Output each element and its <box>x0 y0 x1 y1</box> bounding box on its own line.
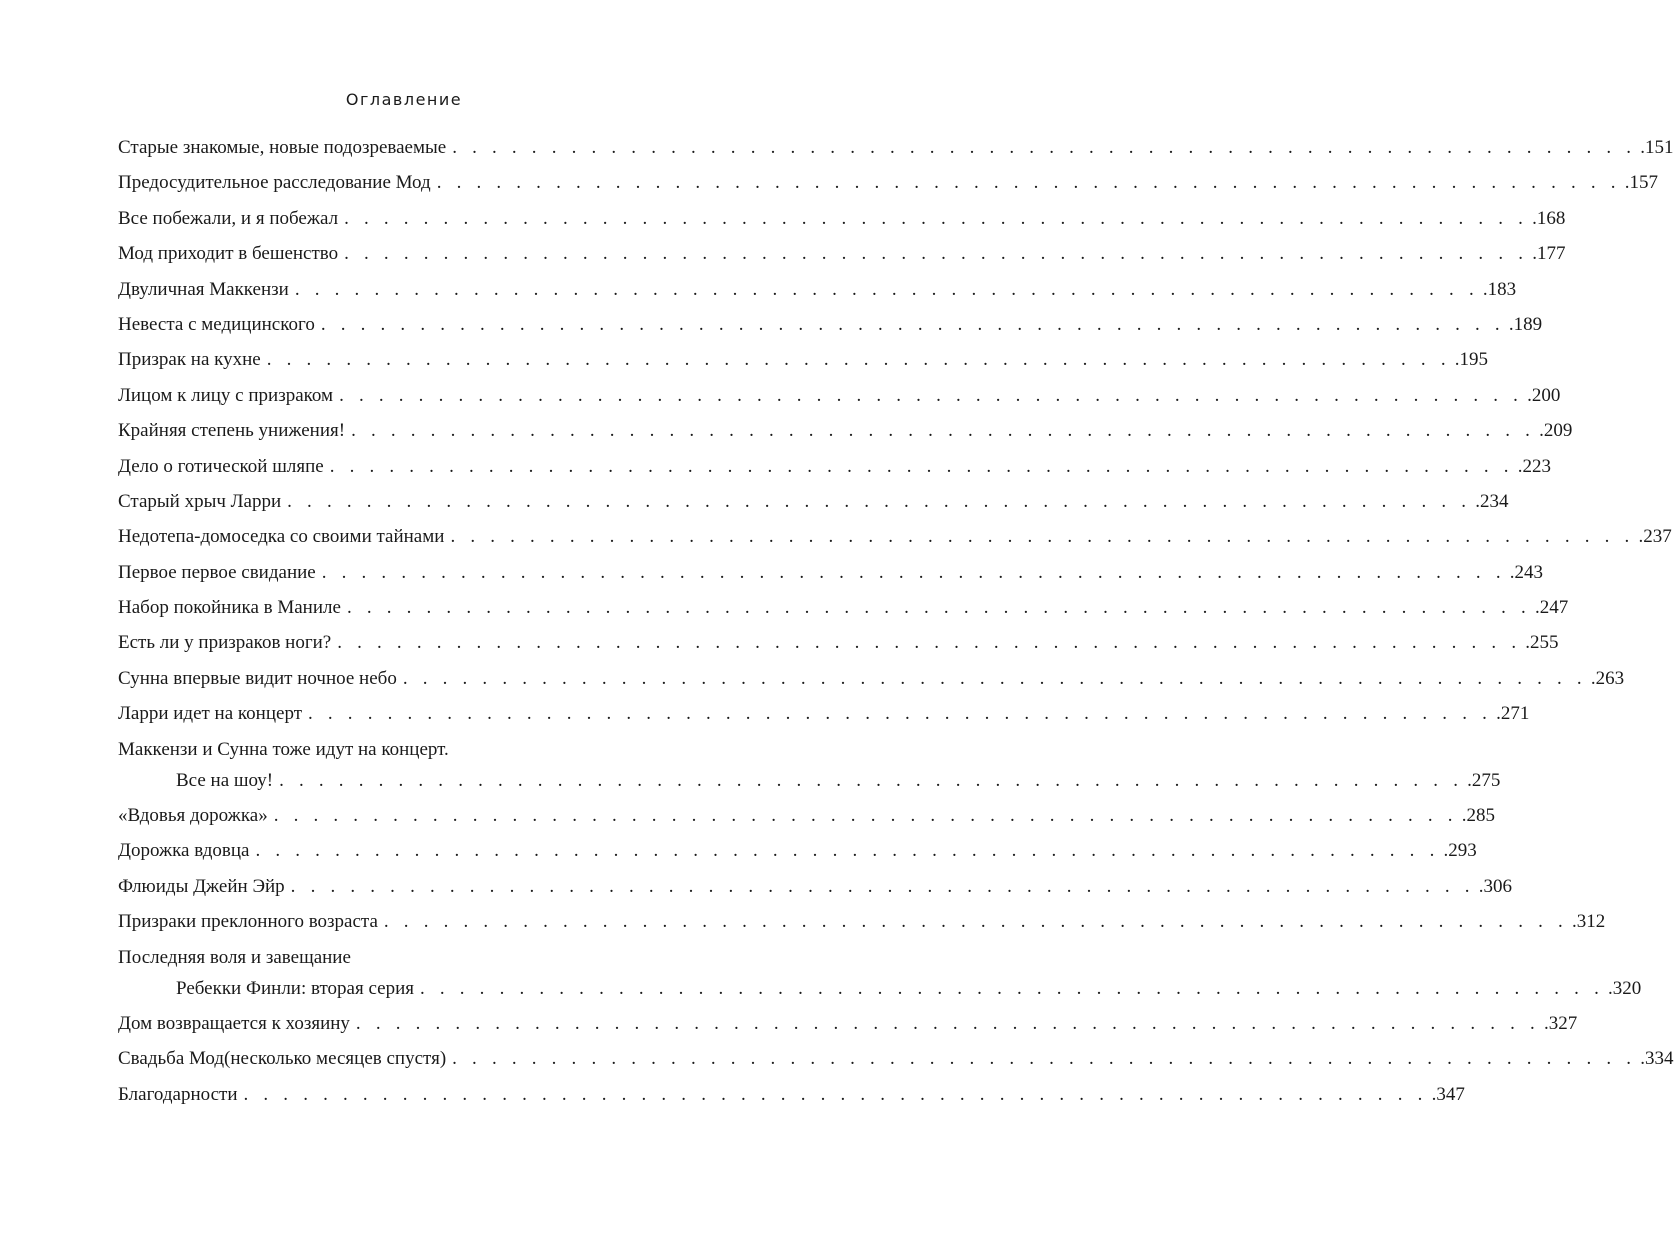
toc-entry-title: Призраки преклонного возраста <box>118 911 378 933</box>
toc-entry <box>118 342 1489 377</box>
toc-entry <box>118 307 1543 342</box>
dot-leader: . . . . . . . . . . . . . . . . . . . . . . . . . . . . . . . . . . . . . . . . . . . . . . . . . . . . . . . . . . . . <box>243 1083 1428 1105</box>
toc-entry <box>118 1077 1465 1112</box>
toc-entry-title: Есть ли у призраков ноги? <box>118 632 332 654</box>
toc-entry-page-number: .237 <box>1638 526 1672 548</box>
toc-entry-line <box>118 869 1512 904</box>
dot-leader: . . . . . . . . . . . . . . . . . . . . . . . . . . . . . . . . . . . . . . . . . . . . . . . . . . . . . . . . . . . . <box>402 667 1587 689</box>
toc-entry-title: Двуличная Маккензи <box>118 278 289 300</box>
toc-entry-title: Мод приходит в бешенство <box>118 243 339 265</box>
toc-entry-page-number: .320 <box>1608 977 1642 999</box>
toc-entry-title: Старый хрыч Ларри <box>118 490 282 512</box>
toc-entry-page-number: .189 <box>1508 313 1543 335</box>
toc-entry-line <box>118 519 1672 554</box>
dot-leader: . . . . . . . . . . . . . . . . . . . . . . . . . . . . . . . . . . . . . . . . . . . . . . . . . . . . . . . . . . . . <box>320 313 1505 335</box>
toc-entry-page-number: .183 <box>1482 278 1517 300</box>
toc-entry <box>118 798 1496 833</box>
dot-leader: . . . . . . . . . . . . . . . . . . . . . . . . . . . . . . . . . . . . . . . . . . . . . . . . . . . . . . . . . . . . <box>329 455 1514 477</box>
toc-entry-page-number: .168 <box>1532 207 1566 229</box>
toc-entry <box>118 555 1544 590</box>
dot-leader: . . . . . . . . . . . . . . . . . . . . . . . . . . . . . . . . . . . . . . . . . . . . . . . . . . . . . . . . . . . . <box>255 840 1440 862</box>
toc-entry <box>118 201 1566 236</box>
toc-entry <box>118 484 1509 519</box>
toc-entry-line <box>118 555 1544 590</box>
toc-entry-line <box>118 413 1573 448</box>
toc-entry-title-line1: Последняя воля и завещание <box>118 946 351 968</box>
toc-entry-title: Дом возвращается к хозяину <box>118 1012 350 1034</box>
dot-leader: . . . . . . . . . . . . . . . . . . . . . . . . . . . . . . . . . . . . . . . . . . . . . . . . . . . . . . . . . . . . <box>290 875 1475 897</box>
toc-entry <box>118 696 1530 731</box>
dot-leader: . . . . . . . . . . . . . . . . . . . . . . . . . . . . . . . . . . . . . . . . . . . . . . . . . . . . . . . . . . . . <box>287 490 1472 512</box>
toc-entry-line <box>118 484 1509 519</box>
dot-leader: . . . . . . . . . . . . . . . . . . . . . . . . . . . . . . . . . . . . . . . . . . . . . . . . . . . . . . . . . . . . <box>273 805 1458 827</box>
dot-leader: . . . . . . . . . . . . . . . . . . . . . . . . . . . . . . . . . . . . . . . . . . . . . . . . . . . . . . . . . . . . <box>321 561 1506 583</box>
toc-entry-line <box>118 798 1496 833</box>
toc-entry-line <box>118 661 1625 696</box>
dot-leader: . . . . . . . . . . . . . . . . . . . . . . . . . . . . . . . . . . . . . . . . . . . . . . . . . . . . . . . . . . . . <box>339 384 1524 406</box>
dot-leader: . . . . . . . . . . . . . . . . . . . . . . . . . . . . . . . . . . . . . . . . . . . . . . . . . . . . . . . . . . . . <box>383 911 1568 933</box>
toc-entry <box>118 661 1625 696</box>
toc-entry-page-number: .151 <box>1640 137 1674 158</box>
toc-entry-page-number: .243 <box>1509 561 1544 583</box>
toc-entry <box>118 413 1573 448</box>
toc-entry-page-number: .200 <box>1527 384 1561 406</box>
dot-leader: . . . . . . . . . . . . . . . . . . . . . . . . . . . . . . . . . . . . . . . . . . . . . . . . . . . . . . . . . . . . <box>452 1048 1637 1070</box>
toc-entry <box>118 944 1642 1006</box>
toc-entry-line <box>118 1077 1465 1112</box>
toc-entry-title: Старые знакомые, новые подозреваемые <box>118 137 447 158</box>
toc-entry-title: Все побежали, и я побежал <box>118 207 339 229</box>
toc-entry-title: Благодарности <box>118 1083 238 1105</box>
toc-entry-page-number: .312 <box>1571 911 1606 933</box>
toc-entry-line <box>118 904 1606 939</box>
dot-leader: . . . . . . . . . . . . . . . . . . . . . . . . . . . . . . . . . . . . . . . . . . . . . . . . . . . . . . . . . . . . <box>436 172 1621 194</box>
dot-leader: . . . . . . . . . . . . . . . . . . . . . . . . . . . . . . . . . . . . . . . . . . . . . . . . . . . . . . . . . . . . <box>355 1012 1540 1034</box>
toc-entry-line <box>118 307 1543 342</box>
toc-entry-line <box>118 449 1551 484</box>
toc-entry <box>118 625 1559 660</box>
toc-entry-page-number: .247 <box>1535 597 1569 619</box>
toc-entry <box>118 165 1658 200</box>
toc-entry-page-number: .234 <box>1475 490 1509 512</box>
toc-entry-title: Флюиды Джейн Эйр <box>118 875 285 897</box>
dot-leader: . . . . . . . . . . . . . . . . . . . . . . . . . . . . . . . . . . . . . . . . . . . . . . . . . . . . . . . . . . . . <box>279 769 1464 791</box>
toc-entry-line <box>118 1041 1674 1076</box>
toc-entry-line <box>118 272 1517 307</box>
toc-entry <box>118 736 1501 798</box>
toc-entry-page-number: .195 <box>1454 349 1489 371</box>
toc-entry-line <box>118 696 1530 731</box>
toc-entry-page-number: .275 <box>1467 769 1501 791</box>
dot-leader: . . . . . . . . . . . . . . . . . . . . . . . . . . . . . . . . . . . . . . . . . . . . . . . . . . . . . . . . . . . . <box>419 977 1605 999</box>
toc-entry-line <box>118 833 1477 868</box>
toc-entry-title: Набор покойника в Маниле <box>118 597 341 619</box>
toc-entry-page-number: .209 <box>1539 420 1573 442</box>
toc-entry-page-number: .223 <box>1517 455 1551 477</box>
toc-entry-page-number: .263 <box>1590 667 1625 689</box>
toc-entry-title: Свадьба Мод(несколько месяцев спустя) <box>118 1048 447 1070</box>
toc-entry <box>118 904 1606 939</box>
dot-leader: . . . . . . . . . . . . . . . . . . . . . . . . . . . . . . . . . . . . . . . . . . . . . . . . . . . . . . . . . . . . <box>351 420 1536 442</box>
toc-entry-title-line1: Маккензи и Сунна тоже идут на концерт. <box>118 738 449 760</box>
toc-entry-title: Первое первое свидание <box>118 561 316 583</box>
toc-entry-page-number: .306 <box>1478 875 1512 897</box>
toc-entry-page-number: .347 <box>1431 1083 1465 1105</box>
toc-entry-title: Дело о готической шляпе <box>118 455 324 477</box>
toc-entry <box>118 1041 1674 1076</box>
toc-entry <box>118 449 1551 484</box>
toc-entry-title: Недотепа-домоседка со своими тайнами <box>118 526 445 548</box>
toc-entry-page-number: .157 <box>1624 172 1658 194</box>
toc-entry-title: «Вдовья дорожка» <box>118 805 268 827</box>
dot-leader: . . . . . . . . . . . . . . . . . . . . . . . . . . . . . . . . . . . . . . . . . . . . . . . . . . . . . . . . . . . . <box>450 526 1635 548</box>
toc-entry-page-number: .271 <box>1496 703 1530 725</box>
toc-entry-line <box>118 342 1489 377</box>
dot-leader: . . . . . . . . . . . . . . . . . . . . . . . . . . . . . . . . . . . . . . . . . . . . . . . . . . . . . . . . . . . . <box>266 349 1451 371</box>
toc-entry <box>118 1006 1578 1041</box>
dot-leader: . . . . . . . . . . . . . . . . . . . . . . . . . . . . . . . . . . . . . . . . . . . . . . . . . . . . . . . . . . . . <box>344 207 1529 229</box>
toc-entry-line <box>118 165 1658 200</box>
dot-leader: . . . . . . . . . . . . . . . . . . . . . . . . . . . . . . . . . . . . . . . . . . . . . . . . . . . . . . . . . . . . <box>308 703 1493 725</box>
dot-leader: . . . . . . . . . . . . . . . . . . . . . . . . . . . . . . . . . . . . . . . . . . . . . . . . . . . . . . . . . . . . <box>337 632 1522 654</box>
toc-entry-title: Крайняя степень унижения! <box>118 420 346 442</box>
toc-entry <box>118 519 1672 554</box>
toc-entry-page-number: .334 <box>1640 1048 1674 1070</box>
toc-entry-page-number: .327 <box>1543 1012 1578 1034</box>
toc-entry-line <box>118 590 1569 625</box>
dot-leader: . . . . . . . . . . . . . . . . . . . . . . . . . . . . . . . . . . . . . . . . . . . . . . . . . . . . . . . . . . . . <box>452 137 1637 158</box>
toc-entry-page-number: .285 <box>1461 805 1496 827</box>
toc-entry-title: Все на шоу! <box>176 769 274 791</box>
toc-entry-title: Ларри идет на концерт <box>118 703 302 725</box>
toc-entry <box>118 378 1561 413</box>
toc-entry <box>118 833 1477 868</box>
toc-entry-line <box>118 1006 1578 1041</box>
toc-entry <box>118 869 1512 904</box>
toc-entry-title: Ребекки Финли: вторая серия <box>176 977 414 999</box>
toc-entry-title: Дорожка вдовца <box>118 840 250 862</box>
toc-entry-line <box>118 763 1501 798</box>
toc-entry-title: Невеста с медицинского <box>118 313 315 335</box>
toc-entry-line <box>118 201 1566 236</box>
toc-entry <box>118 590 1569 625</box>
toc-entry <box>118 236 1566 271</box>
toc-entry-line <box>118 236 1566 271</box>
toc-entry <box>118 272 1517 307</box>
dot-leader: . . . . . . . . . . . . . . . . . . . . . . . . . . . . . . . . . . . . . . . . . . . . . . . . . . . . . . . . . . . . <box>344 243 1529 265</box>
toc-entry-page-number: .177 <box>1532 243 1566 265</box>
dot-leader: . . . . . . . . . . . . . . . . . . . . . . . . . . . . . . . . . . . . . . . . . . . . . . . . . . . . . . . . . . . . <box>346 597 1531 619</box>
toc-entry-line <box>118 130 1674 165</box>
toc-list <box>118 130 1674 1112</box>
toc-entry-title: Сунна впервые видит ночное небо <box>118 667 397 689</box>
toc-heading: Оглавление <box>345 90 463 109</box>
toc-entry-title: Лицом к лицу с призраком <box>118 384 334 406</box>
toc-entry <box>118 130 1674 165</box>
toc-entry-page-number: .293 <box>1443 840 1477 862</box>
toc-entry-line <box>118 971 1642 1006</box>
dot-leader: . . . . . . . . . . . . . . . . . . . . . . . . . . . . . . . . . . . . . . . . . . . . . . . . . . . . . . . . . . . . <box>294 278 1479 300</box>
toc-entry-page-number: .255 <box>1525 632 1559 654</box>
toc-entry-title: Предосудительное расследование Мод <box>118 172 431 194</box>
toc-entry-line <box>118 378 1561 413</box>
toc-entry-line <box>118 625 1559 660</box>
toc-entry-title: Призрак на кухне <box>118 349 261 371</box>
